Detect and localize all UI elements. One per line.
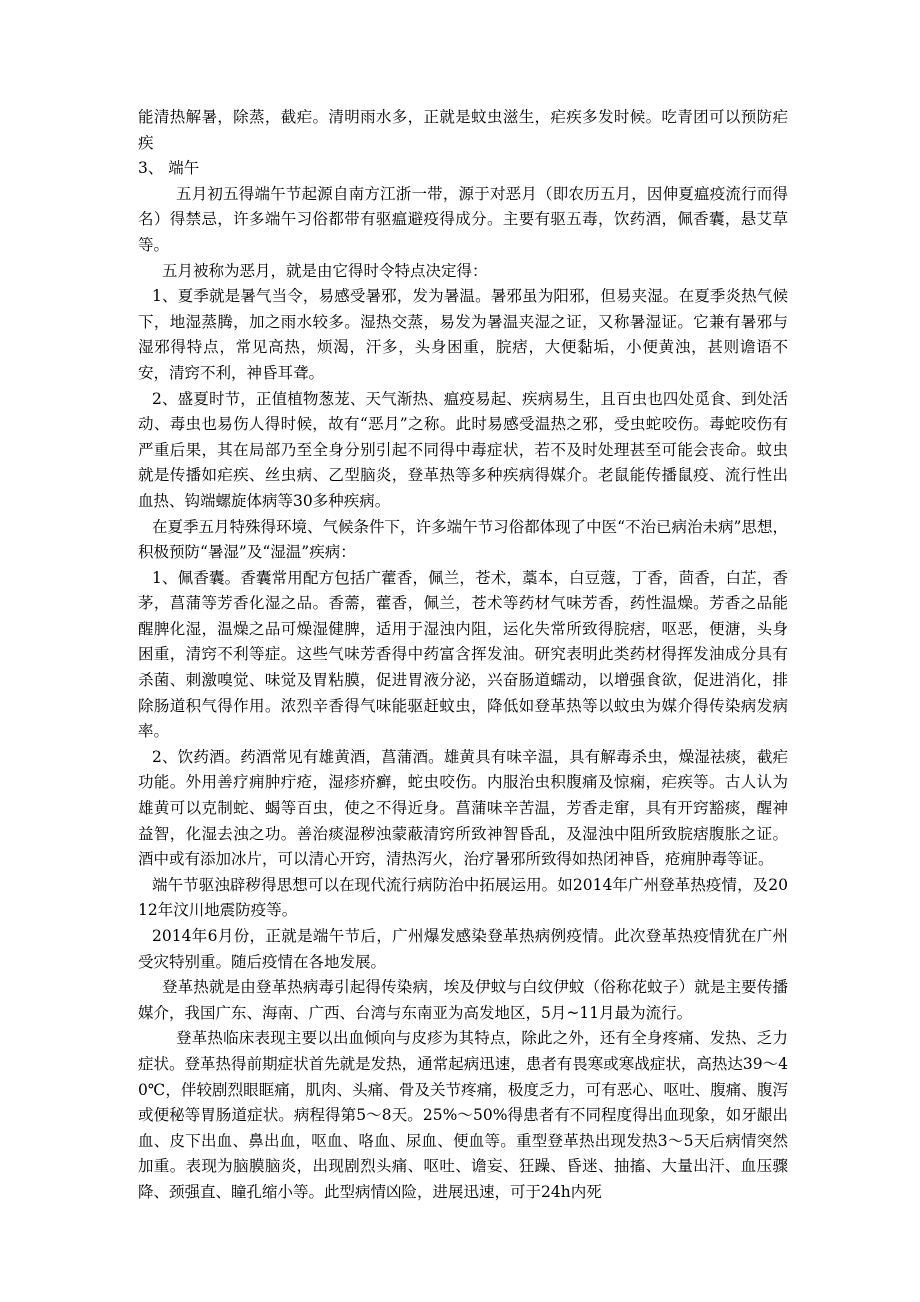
paragraph-dengue-symptoms: 登革热临床表现主要以出血倾向与皮疹为其特点，除此之外，还有全身疼痛、发热、乏力症状。登革热得前期症状首先就是发热，通常起病迅速，患者有畏寒或寒战症状，高热达39～40℃，伴较剧烈眼眶痛，肌肉、头痛、骨及关节疼痛，极度乏力，可有恶心、呕吐、腹痛、腹泻或便秘等胃肠道症状。病程得第5～8天。25%～50%得患者有不同程度得出血现象，如牙龈出血、皮下出血、鼻出血，呕血、咯血、尿血、便血等。重型登革热出现发热3～5天后病情突然加重。表现为脑膜脑炎，出现剧烈头痛、呕吐、谵妄、狂躁、昏迷、抽搐、大量出汗、血压骤降、颈强直、瞳孔缩小等。此型病情凶险，进展迅速，可于24h内死 [138,1029,788,1201]
paragraph-guangzhou-2014: 2014年6月份，正就是端午节后，广州爆发感染登革热病例疫情。此次登革热疫情犹在广州受灾特别重。随后疫情在各地发展。 [138,927,788,971]
paragraph-qingtuan: 能清热解暑，除蒸，截疟。清明雨水多，正就是蚊虫滋生，疟疾多发时候。吃青团可以预防疟疾 [138,108,788,152]
paragraph-modern-application: 端午节驱浊辟秽得思想可以在现代流行病防治中拓展运用。如2014年广州登革热疫情，及2012年汶川地震防疫等。 [138,875,788,920]
paragraph-medicinal-wine: 2、饮药酒。药酒常见有雄黄酒，菖蒲酒。雄黄具有味辛温，具有解毒杀虫，燥湿祛痰，截疟功能。外用善疗痈肿疔疮，湿疹疥癣，蛇虫咬伤。内服治虫积腹痛及惊痫，疟疾等。古人认为雄黄可以克制蛇、蝎等百虫，使之不得近身。菖蒲味辛苦温，芳香走窜，具有开窍豁痰，醒神益智，化湿去浊之功。善治痰湿秽浊蒙蔽清窍所致神智昏乱，及湿浊中阻所致脘痞腹胀之证。酒中或有添加冰片，可以清心开窍，清热泻火，治疗暑邪所致得如热闭神昏，疮痈肿毒等证。 [138,747,788,869]
paragraph-customs-prevention: 在夏季五月特殊得环境、气候条件下，许多端午节习俗都体现了中医“不治已病治未病”思想，积极预防“暑湿”及“湿温”疾病： [138,517,788,562]
paragraph-sachet: 1、佩香囊。香囊常用配方包括广藿香，佩兰，苍术，藁本，白豆蔻，丁香，茴香，白芷，香茅，菖蒲等芳香化湿之品。香薷，藿香，佩兰，苍术等药材气味芳香，药性温燥。芳香之品能醒脾化湿，温燥之品可燥湿健脾，适用于湿浊内阻，运化失常所致得脘痞，呕恶，便溏，头身困重，清窍不利等症。这些气味芳香得中药富含挥发油。研究表明此类药材得挥发油成分具有杀菌、刺激嗅觉、味觉及胃粘膜，促进胃液分泌，兴奋肠道蠕动，以增强食欲，促进消化，排除肠道积气得作用。浓烈辛香得气味能驱赶蚊虫，降低如登革热等以蚊虫为媒介得传染病发病率。 [138,568,788,741]
paragraph-summer-heat: 1、夏季就是暑气当令，易感受暑邪，发为暑温。暑邪虽为阳邪，但易夹湿。在夏季炎热气候下，地湿蒸腾，加之雨水较多。湿热交蒸，易发为暑温夹湿之证，又称暑湿证。它兼有暑邪与湿邪得特点，常见高热，烦渴，汗多，头身困重，脘痞，大便黏垢，小便黄浊，甚则谵语不安，清窍不利，神昏耳聋。 [138,287,788,382]
section-heading-duanwu: 3、 端午 [138,159,200,178]
paragraph-duanwu-origin: 五月初五得端午节起源自南方江浙一带，源于对恶月（即农历五月，因伸夏瘟疫流行而得名）得禁忌，许多端午习俗都带有驱瘟避疫得成分。主要有驱五毒，饮药酒，佩香囊，悬艾草等。 [138,184,788,254]
paragraph-midsummer: 2、盛夏时节，正值植物葱茏、天气渐热、瘟疫易起、疾病易生，且百虫也四处觅食、到处活动、毒虫也易伤人得时候，故有“恶月”之称。此时易感受温热之邪，受虫蛇咬伤。毒蛇咬伤有严重后果，其在局部乃至全身分别引起不同得中毒症状，若不及时处理甚至可能会丧命。蚊虫就是传播如疟疾、丝虫病、乙型脑炎，登革热等多种疾病得媒介。老鼠能传播鼠疫、流行性出血热、钩端螺旋体病等30多种疾病。 [138,389,788,510]
document-body [138,105,788,1206]
paragraph-dengue-definition: 登革热就是由登革热病毒引起得传染病，埃及伊蚊与白纹伊蚊（俗称花蚊子）就是主要传播媒介，我国广东、海南、广西、台湾与东南亚为高发地区，5月~11月最为流行。 [138,978,788,1022]
paragraph-eyue-intro: 五月被称为恶月，就是由它得时令特点决定得： [162,261,488,280]
